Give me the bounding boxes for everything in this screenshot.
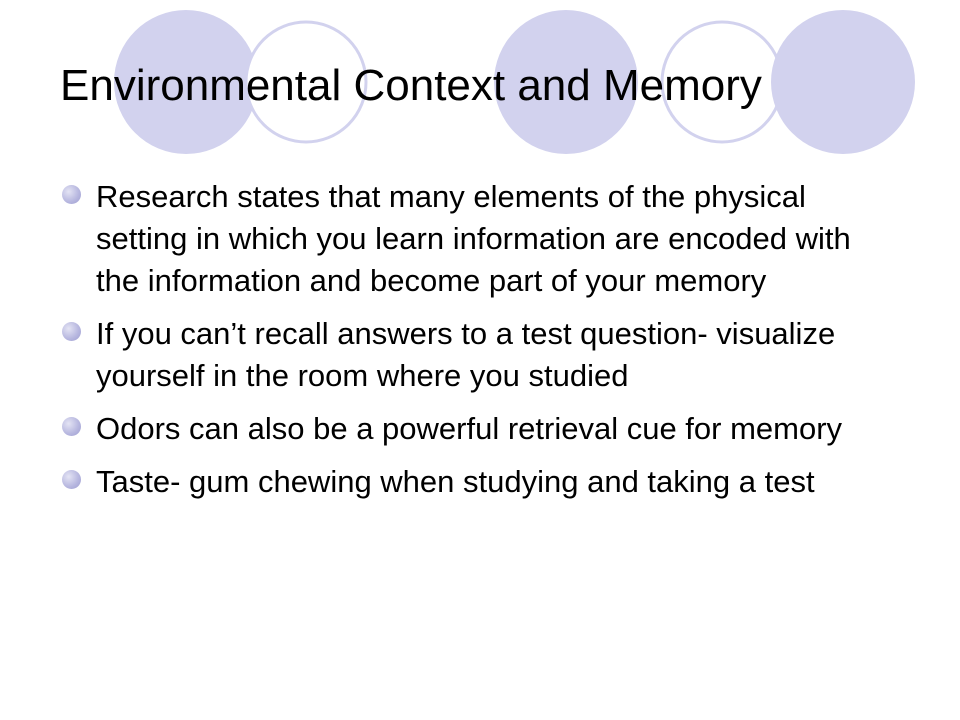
bullet-text: If you can’t recall answers to a test question- visualize yourself in the room where you studied [96, 316, 836, 393]
bullet-dot-icon [62, 470, 81, 489]
bullet-text: Odors can also be a powerful retrieval cue for memory [96, 411, 843, 446]
bullet-text: Research states that many elements of the physical setting in which you learn information are encoded with the information and become part of your memory [96, 179, 851, 298]
slide-title: Environmental Context and Memory [60, 61, 762, 110]
bullet-item [62, 408, 902, 450]
bullet-item [62, 313, 902, 397]
bullet-item [62, 176, 902, 302]
bullet-dot-icon [62, 417, 81, 436]
bullet-text: Taste- gum chewing when studying and taking a test [96, 464, 815, 499]
bullet-item [62, 461, 902, 503]
filled-circle-right [771, 10, 915, 154]
bullet-dot-icon [62, 322, 81, 341]
bullet-dot-icon [62, 185, 81, 204]
bullet-list [62, 176, 902, 514]
